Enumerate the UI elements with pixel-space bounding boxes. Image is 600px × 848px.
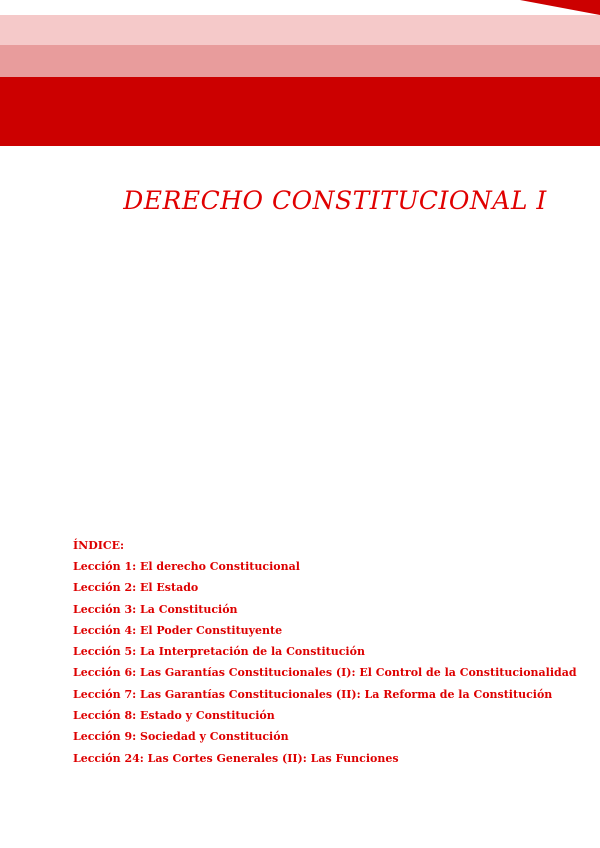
- table-of-contents: [73, 539, 593, 773]
- lesson-item: Lección 9: Sociedad y Constitución: [73, 730, 289, 744]
- lesson-item: Lección 1: El derecho Constitucional: [73, 560, 300, 573]
- header-corner-accent: [520, 0, 600, 15]
- header-band-dark: [0, 77, 600, 146]
- lesson-item: Lección 4: El Poder Constituyente: [73, 623, 283, 637]
- index-heading: ÍNDICE:: [73, 539, 125, 552]
- lesson-item: Lección 7: Las Garantías Constitucionales (II): La Reforma de la Constitución: [73, 687, 553, 701]
- lesson-item: Lección 5: La Interpretación de la Constitución: [73, 645, 365, 659]
- lesson-item: Lección 2: El Estado: [73, 581, 199, 595]
- lesson-item: Lección 24: Las Cortes Generales (II): Las Funciones: [73, 751, 399, 765]
- lesson-item: Lección 6: Las Garantías Constitucionales (I): El Control de la Constitucionalidad: [73, 666, 577, 680]
- header-band-mid: [0, 45, 600, 77]
- header-band-light: [0, 15, 600, 45]
- header-band-top: [0, 0, 600, 16]
- lesson-list: [73, 560, 593, 773]
- lesson-item: Lección 8: Estado y Constitución: [73, 709, 275, 723]
- document-title: DERECHO CONSTITUCIONAL I: [123, 186, 547, 215]
- lesson-item: Lección 3: La Constitución: [73, 602, 238, 616]
